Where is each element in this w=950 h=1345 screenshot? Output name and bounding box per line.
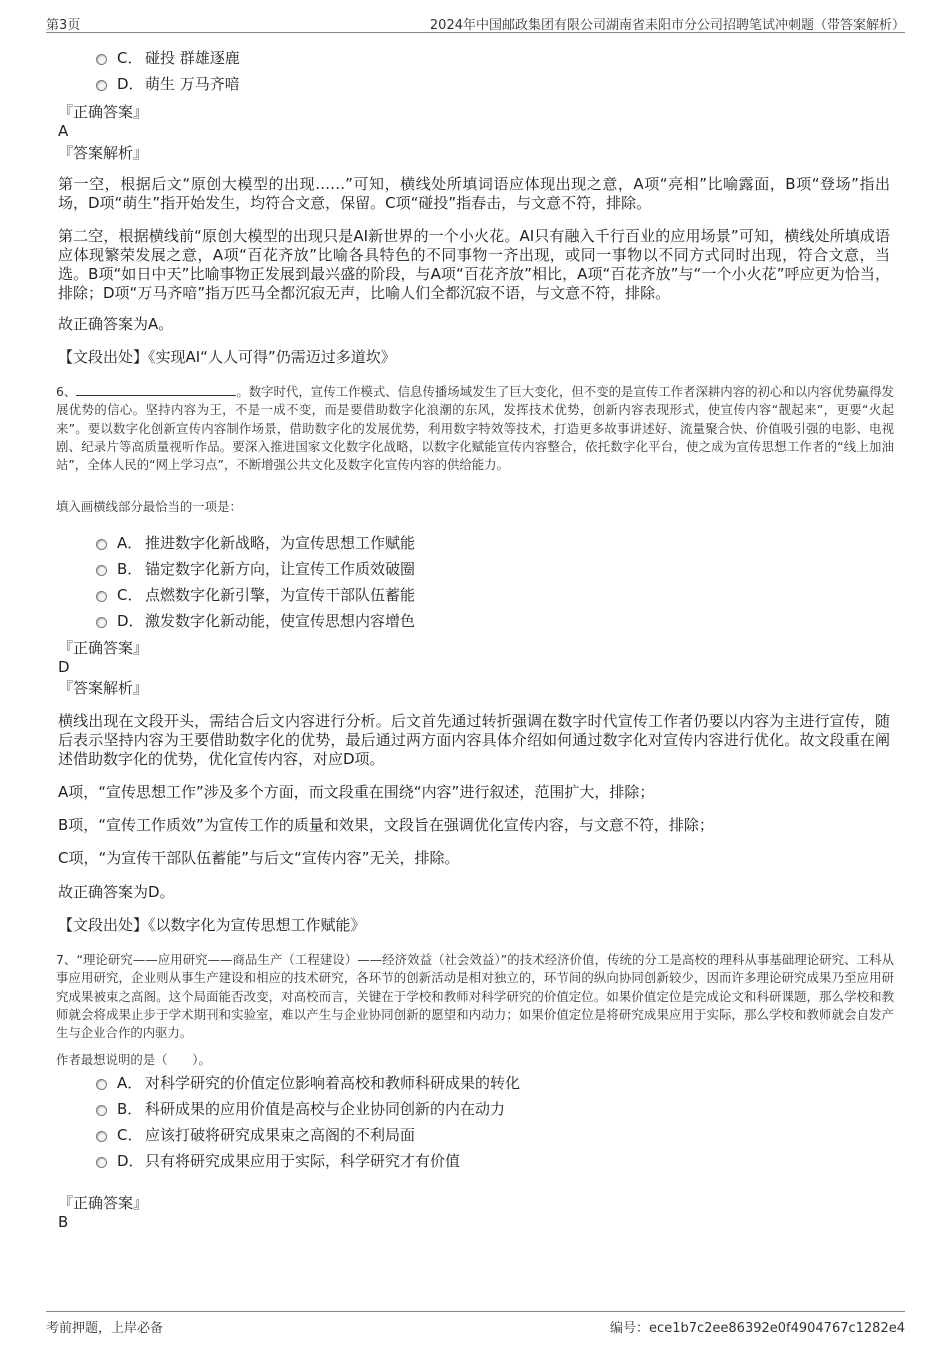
q7-option-b[interactable]: B． 科研成果的应用价值是高校与企业协同创新的内在动力 bbox=[96, 1099, 505, 1119]
q6-number: 6、 bbox=[56, 384, 77, 399]
q6-option-d[interactable]: D．激发数字化新动能，使宣传思想内容增色 bbox=[96, 611, 415, 631]
q7-prompt: 作者最想说明的是（ ）。 bbox=[56, 1052, 211, 1067]
radio-icon[interactable] bbox=[96, 617, 107, 628]
footer-slogan: 考前押题，上岸必备 bbox=[46, 1321, 164, 1336]
q7-answer: B bbox=[58, 1213, 69, 1231]
q6-answer-label: 『正确答案』 bbox=[58, 639, 149, 657]
page-number: 第3页 bbox=[46, 18, 81, 33]
q7-option-d[interactable]: D．只有将研究成果应用于实际，科学研究才有价值 bbox=[96, 1151, 460, 1171]
radio-icon[interactable] bbox=[96, 1131, 107, 1142]
q6-stem-text: 。数字时代，宣传工作模式、信息传播场域发生了巨大变化，但不变的是宣传工作者深耕内容的初心和以内容优势赢得发展优势的信心。坚持内容为王，不是一成不变，而是要借助数字化浪潮的东风，发挥技术优势，创新内容表现形式，使宣传内容“靓起来”，更要“火起来”。要以数字化创新宣传内容制作场景，借助数字化的发展优势，利用数字特效等技术，打造更多故事讲述好、流量聚合快、价值吸引强的电影、电视剧、纪录片等高质量视听作品。要深入推进国家文化数字化战略，以数字化赋能宣传内容整合，依托数字化平台，使之成为宣传思想工作者的“线上加油站”，全体人民的“网上学习点”，不断增强公共文化及数字化宣传内容的供给能力。 bbox=[56, 384, 894, 473]
q6-answer: D bbox=[58, 658, 70, 676]
page-footer bbox=[46, 1311, 905, 1336]
q6-analysis-p5: 故正确答案为D。 bbox=[58, 883, 175, 901]
q6-option-a[interactable]: A． 推进数字化新战略，为宣传思想工作赋能 bbox=[96, 533, 415, 553]
q7-stem: 7、“理论研究——应用研究——商品生产（工程建设）——经济效益（社会效益）”的技术经济价值，传统的分工是高校的理科从事基础理论研究、工科从事应用研究，企业则从事生产建设和相应的技术研究，各环节的创新活动是相对独立的，环节间的纵向协同创新较少，因而许多理论研究成果乃至应用研究成果被束之高阁。这个局面能否改变，对高校而言，关键在于学校和教师对科学研究的价值定位。如果价值定位是完成论文和科研课题，那么学校和教师就会将成果止步于学术期刊和实验室，难以产生与企业协同创新的愿望和内动力；如果价值定位是将研究成果应用于实际，那么学校和教师就会自发产生与企业合作的内驱力。 bbox=[56, 952, 894, 1041]
document-title: 2024年中国邮政集团有限公司湖南省耒阳市分公司招聘笔试冲刺题（带答案解析） bbox=[429, 18, 905, 33]
q6-source: 【文段出处】《以数字化为宣传思想工作赋能》 bbox=[58, 916, 366, 934]
q5-analysis-p1: 第一空，根据后文“原创大模型的出现……”可知，横线处所填词语应体现出现之意，A项“亮相”比喻露面，B项“登场”指出场，D项“萌生”指开始发生，均符合文意，保留。C项“碰投”指春击，与文意不符，排除。 bbox=[58, 175, 890, 212]
q5-answer: A bbox=[58, 122, 69, 140]
radio-icon[interactable] bbox=[96, 565, 107, 576]
radio-icon[interactable] bbox=[96, 54, 107, 65]
q7-option-a[interactable]: A． 对科学研究的价值定位影响着高校和教师科研成果的转化 bbox=[96, 1073, 520, 1093]
q6-stem bbox=[56, 383, 894, 474]
fill-blank bbox=[76, 383, 236, 396]
q6-option-c[interactable]: C． 点燃数字化新引擎，为宣传干部队伍蓄能 bbox=[96, 585, 415, 605]
document-code: 编号：ece1b7c2ee86392e0f4904767c1282e4 bbox=[610, 1321, 905, 1336]
page-header bbox=[46, 12, 905, 33]
radio-icon[interactable] bbox=[96, 591, 107, 602]
q5-option-c[interactable]: C． 碰投 群雄逐鹿 bbox=[96, 48, 240, 68]
q6-analysis-p2: A项，“宣传思想工作”涉及多个方面，而文段重在围绕“内容”进行叙述，范围扩大，排除； bbox=[58, 783, 655, 801]
radio-icon[interactable] bbox=[96, 1079, 107, 1090]
q6-analysis-p4: C项，“为宣传干部队伍蓄能”与后文“宣传内容”无关，排除。 bbox=[58, 849, 460, 867]
q7-answer-label: 『正确答案』 bbox=[58, 1194, 149, 1212]
radio-icon[interactable] bbox=[96, 539, 107, 550]
q6-prompt: 填入画横线部分最恰当的一项是： bbox=[56, 499, 242, 514]
q5-answer-label: 『正确答案』 bbox=[58, 103, 149, 121]
q6-analysis-p1: 横线出现在文段开头，需结合后文内容进行分析。后文首先通过转折强调在数字时代宣传工作者仍要以内容为主进行宣传，随后表示坚持内容为王要借助数字化的优势，最后通过两方面内容具体介绍如何通过数字化对宣传内容进行优化。故文段重在阐述借助数字化的优势，优化宣传内容，对应D项。 bbox=[58, 712, 890, 768]
q5-analysis-label: 『答案解析』 bbox=[58, 144, 149, 162]
q6-analysis-label: 『答案解析』 bbox=[58, 679, 149, 697]
radio-icon[interactable] bbox=[96, 80, 107, 91]
q6-option-b[interactable]: B． 锚定数字化新方向，让宣传工作质效破圈 bbox=[96, 559, 415, 579]
q5-analysis-p2: 第二空，根据横线前“原创大模型的出现只是AI新世界的一个小火花。AI只有融入千行百业的应用场景”可知，横线处所填成语应体现繁荣发展之意，A项“百花齐放”比喻各具特色的不同事物一齐出现，或同一事物以不同方式同时出现，符合文意，当选。B项“如日中天”比喻事物正发展到最兴盛的阶段，与A项“百花齐放”相比，A项“百花齐放”与“一个小火花”呼应更为恰当，排除；D项“万马齐喑”指万匹马全都沉寂无声，比喻人们全都沉寂不语，与文意不符，排除。 bbox=[58, 227, 890, 302]
radio-icon[interactable] bbox=[96, 1105, 107, 1116]
q5-option-d[interactable]: D．萌生 万马齐喑 bbox=[96, 74, 240, 94]
q6-analysis-p3: B项，“宣传工作质效”为宣传工作的质量和效果，文段旨在强调优化宣传内容，与文意不符，排除； bbox=[58, 816, 714, 834]
q5-source: 【文段出处】《实现AI“人人可得”仍需迈过多道坎》 bbox=[58, 348, 396, 366]
q7-option-c[interactable]: C． 应该打破将研究成果束之高阁的不利局面 bbox=[96, 1125, 415, 1145]
radio-icon[interactable] bbox=[96, 1157, 107, 1168]
q5-analysis-p3: 故正确答案为A。 bbox=[58, 315, 174, 333]
